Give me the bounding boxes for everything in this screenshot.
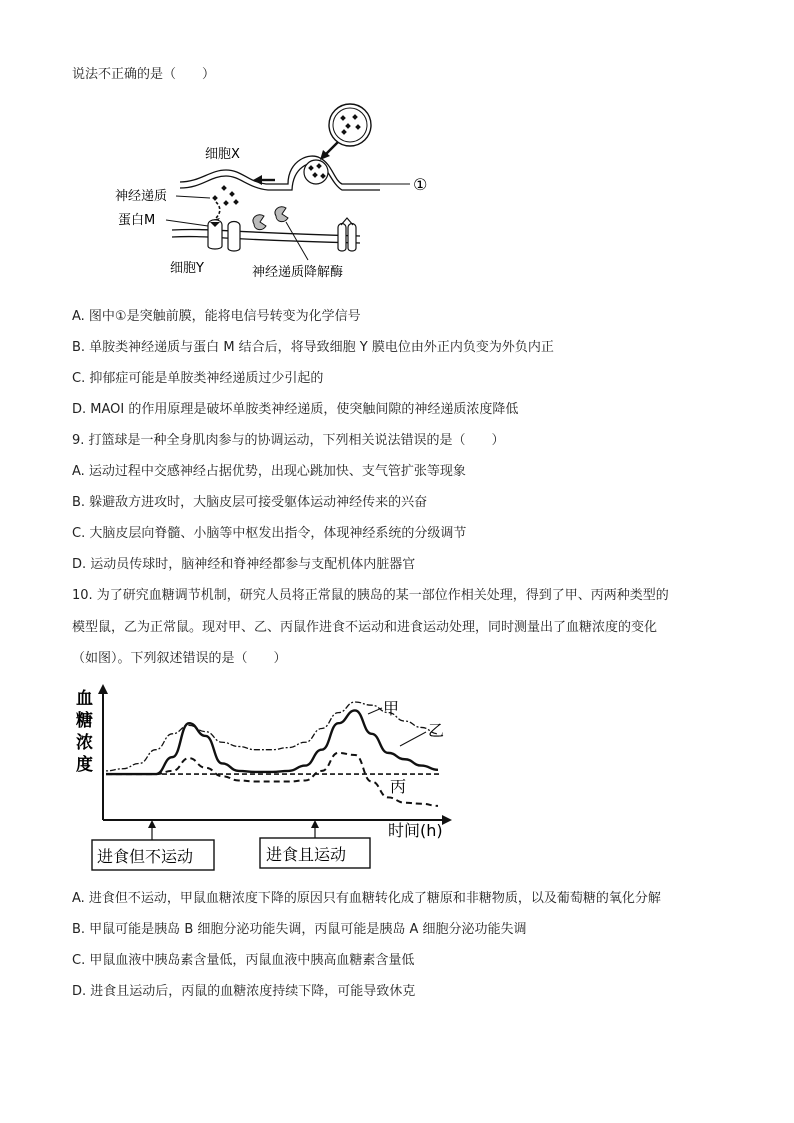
series-line-1: [106, 710, 438, 774]
q9-option-b: B. 躲避敌方进攻时，大脑皮层可接受躯体运动神经传来的兴奋: [72, 495, 428, 510]
q10-stem-line-3: （如图）。下列叙述错误的是（ ）: [72, 651, 287, 666]
label-neurotransmitter: 神经递质: [115, 189, 168, 204]
q10-option-c: C. 甲鼠血液中胰岛素含量低，丙鼠血液中胰高血糖素含量低: [72, 953, 415, 968]
label-cell-x: 细胞X: [205, 147, 240, 162]
q10-option-d: D. 进食且运动后，丙鼠的血糖浓度持续下降，可能导致休克: [72, 984, 416, 999]
q9-option-d: D. 运动员传球时，脑神经和脊神经都参与支配机体内脏器官: [72, 557, 416, 572]
q8-option-c: C. 抑郁症可能是单胺类神经递质过少引起的: [72, 371, 324, 386]
q8-option-b: B. 单胺类神经递质与蛋白 M 结合后，将导致细胞 Y 膜电位由外正内负变为外负内正: [72, 340, 554, 355]
q8-option-a: A. 图中①是突触前膜，能将电信号转变为化学信号: [72, 309, 361, 324]
q9-stem: 9. 打篮球是一种全身肌肉参与的协调运动，下列相关说法错误的是（ ）: [72, 433, 505, 448]
q9-option-c: C. 大脑皮层向脊髓、小脑等中枢发出指令，体现神经系统的分级调节: [72, 526, 467, 541]
x-axis-label: 时间(h): [388, 821, 443, 840]
label-enzyme: 神经递质降解酶: [252, 265, 344, 280]
label-cell-y: 细胞Y: [170, 261, 204, 276]
series-label-bing: 丙: [390, 777, 407, 796]
series-label-jia: 甲: [383, 699, 400, 718]
q10-option-b: B. 甲鼠可能是胰岛 B 细胞分泌功能失调，丙鼠可能是胰岛 A 细胞分泌功能失调: [72, 922, 527, 937]
q8-option-d: D. MAOI 的作用原理是破坏单胺类神经递质，使突触间隙的神经递质浓度降低: [72, 402, 519, 417]
series-label-yi: 乙: [428, 721, 445, 740]
marker-1: ①: [413, 175, 428, 194]
blood-glucose-chart: [70, 680, 470, 875]
series-line-2: [106, 753, 438, 806]
question8-stem-tail: 说法不正确的是（ ）: [72, 67, 216, 82]
annotation-eat-exercise: 进食且运动: [266, 845, 347, 864]
annotation-eat-no-exercise: 进食但不运动: [97, 847, 194, 866]
q9-option-a: A. 运动过程中交感神经占据优势，出现心跳加快、支气管扩张等现象: [72, 464, 466, 479]
q10-stem-line-1: 10. 为了研究血糖调节机制，研究人员将正常鼠的胰岛的某一部位作相关处理，得到了甲、丙两种类型的: [72, 588, 669, 603]
y-axis-label: 血糖浓度: [76, 689, 93, 775]
q10-option-a: A. 进食但不运动，甲鼠血糖浓度下降的原因只有血糖转化成了糖原和非糖物质，以及葡萄糖的氧化分解: [72, 891, 661, 906]
label-protein-m: 蛋白M: [118, 213, 156, 228]
q10-stem-line-2: 模型鼠，乙为正常鼠。现对甲、乙、丙鼠作进食不运动和进食运动处理，同时测量出了血糖浓度的变化: [72, 620, 658, 635]
synapse-diagram: [110, 100, 450, 285]
